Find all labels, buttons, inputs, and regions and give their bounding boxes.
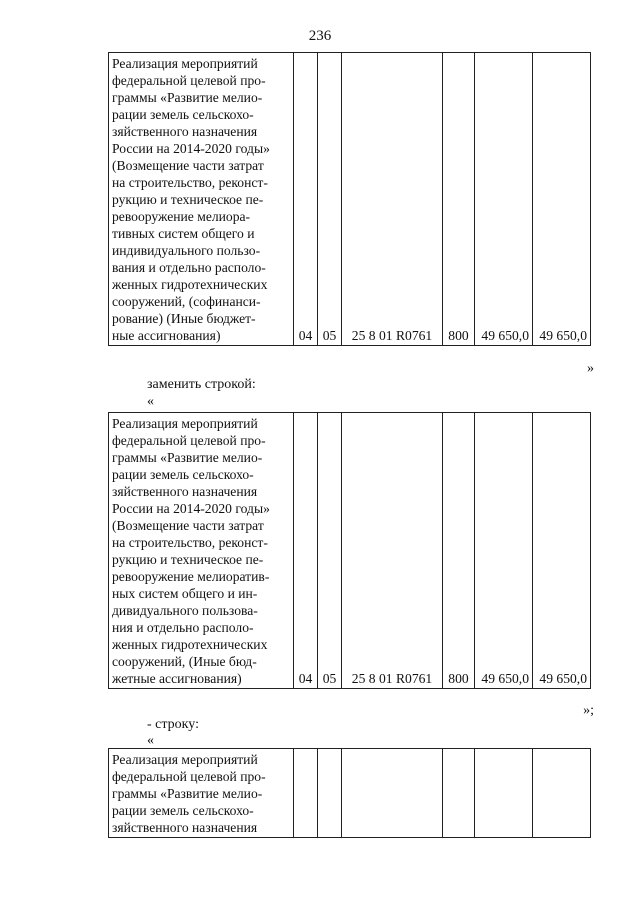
budget-table-replacement (108, 412, 591, 689)
subsection-code: 05 (318, 413, 342, 689)
subsection-code (318, 749, 342, 838)
closing-quote-semicolon: »; (583, 703, 594, 718)
target-article-code: 25 8 01 R0761 (342, 53, 443, 346)
budget-table-original (108, 52, 591, 346)
budget-table-row (108, 748, 591, 838)
replace-with-note: заменить строкой: (147, 377, 256, 392)
table-row (109, 749, 591, 838)
row-description: Реализация мероприятий федеральной целевой про- граммы «Развитие мелио- рации земель сельскохо- зяйственного назначения России на 2014-2020 годы» (Возмещение части затрат на строительство, реконст- рукцию и техническое пе- ревооружение мелиоратив- ных систем общего и ин- дивидуального пользова- ния и отдельно располо- женных гидротехнических сооружений, (Иные бюд- жетные ассигнования) (109, 413, 294, 689)
amount-2: 49 650,0 (533, 413, 591, 689)
section-code (294, 749, 318, 838)
section-code: 04 (294, 413, 318, 689)
opening-quote: « (147, 733, 154, 748)
closing-quote: » (587, 361, 594, 376)
expense-type-code: 800 (443, 53, 475, 346)
row-description: Реализация мероприятий федеральной целевой про- граммы «Развитие мелио- рации земель сельскохо- зяйственного назначения России на 2014-2020 годы» (Возмещение части затрат на строительство, реконст- рукцию и техническое пе- ревооружение мелиора- тивных систем общего и индивидуального пользо- вания и отдельно располо- женных гидротехнических сооружений, (софинанси- рование) (Иные бюджет- ные ассигнования) (109, 53, 294, 346)
row-description: Реализация мероприятий федеральной целевой про- граммы «Развитие мелио- рации земель сельскохо- зяйственного назначения (109, 749, 294, 838)
target-article-code: 25 8 01 R0761 (342, 413, 443, 689)
amount-1: 49 650,0 (475, 53, 533, 346)
table-row (109, 413, 591, 689)
target-article-code (342, 749, 443, 838)
subsection-code: 05 (318, 53, 342, 346)
expense-type-code (443, 749, 475, 838)
amount-2: 49 650,0 (533, 53, 591, 346)
opening-quote: « (147, 394, 154, 409)
amount-1 (475, 749, 533, 838)
expense-type-code: 800 (443, 413, 475, 689)
row-label-note: - строку: (147, 717, 199, 732)
table-row (109, 53, 591, 346)
amount-1: 49 650,0 (475, 413, 533, 689)
amount-2 (533, 749, 591, 838)
page-number: 236 (308, 28, 332, 44)
section-code: 04 (294, 53, 318, 346)
